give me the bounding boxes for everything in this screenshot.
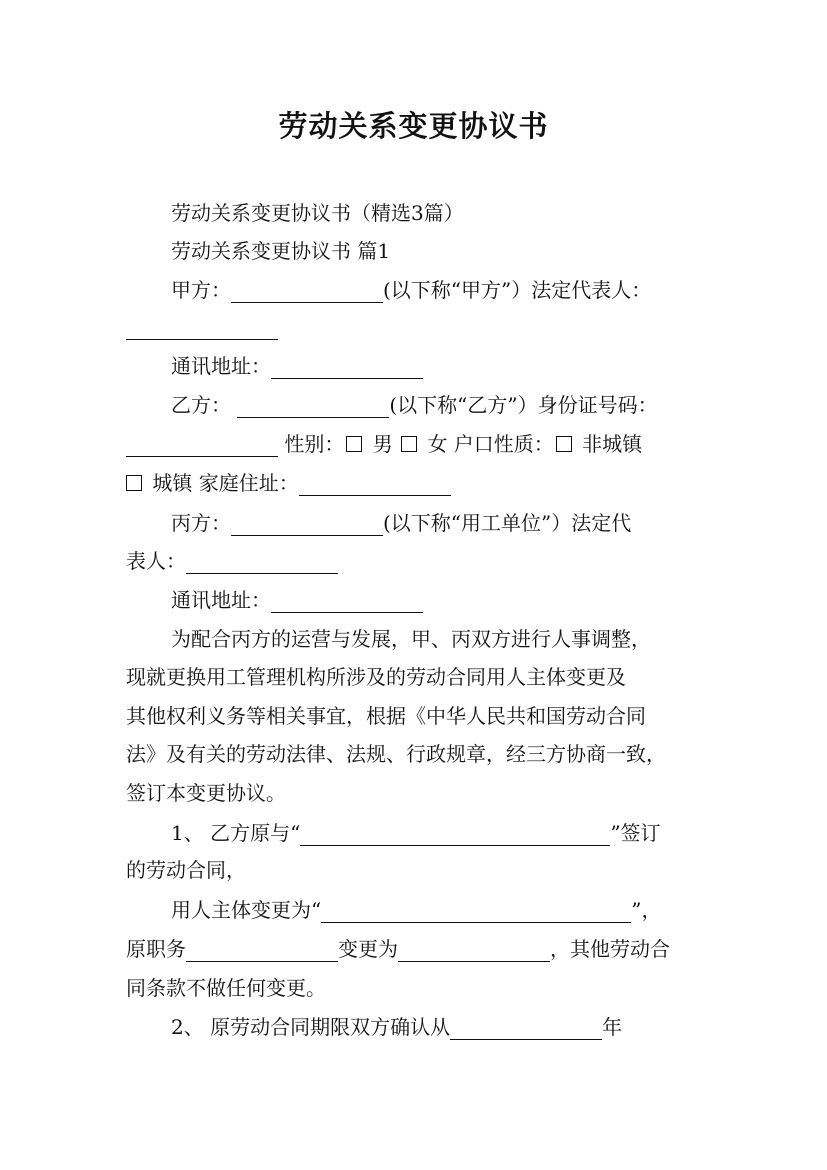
party-c-rep-blank[interactable] <box>186 553 338 574</box>
party-c-address-line <box>171 587 423 613</box>
party-b-home-line <box>126 470 451 496</box>
party-a-rep-blank[interactable] <box>126 319 278 340</box>
clause2-line <box>171 1014 622 1040</box>
urban-label: 城镇 <box>152 471 193 495</box>
clause2-prefix: 2、 原劳动合同期限双方确认从 <box>171 1015 451 1039</box>
clause1-subject-blank[interactable] <box>321 902 631 923</box>
party-b-blank[interactable] <box>237 397 389 418</box>
party-b-detail-line <box>126 431 642 457</box>
clause1-line <box>171 820 661 846</box>
clause1-cont: 的劳动合同， <box>126 858 246 882</box>
party-a-address-line <box>171 353 423 379</box>
male-label: 男 <box>372 432 393 456</box>
female-checkbox[interactable] <box>401 436 417 452</box>
gender-label: 性别： <box>284 432 345 456</box>
paragraph-line: 法》及有关的劳动法律、法规、行政规章，经三方协商一致， <box>126 742 666 766</box>
clause1-subject-prefix: 用人主体变更为“ <box>171 898 322 922</box>
paragraph-line: 为配合丙方的运营与发展，甲、丙双方进行人事调整， <box>171 627 651 651</box>
party-c-address-blank[interactable] <box>271 592 423 613</box>
clause1-subject-line <box>171 897 661 923</box>
party-c-rep-line <box>126 548 338 574</box>
party-a-address-blank[interactable] <box>271 358 423 379</box>
home-address-blank[interactable] <box>299 475 451 496</box>
clause1-end: 同条款不做任何变更。 <box>126 976 326 1000</box>
party-b-label: 乙方： <box>171 393 231 417</box>
non-urban-label: 非城镇 <box>582 432 643 456</box>
new-duty-blank[interactable] <box>398 941 550 962</box>
party-a-rep-line <box>126 314 278 340</box>
home-label: 家庭住址： <box>198 471 299 495</box>
paragraph-line: 其他权利义务等相关事宜，根据《中华人民共和国劳动合同 <box>126 704 646 728</box>
subtitle: 劳动关系变更协议书（精选3篇） <box>171 201 464 225</box>
party-c-blank[interactable] <box>231 515 383 536</box>
clause1-prefix: 1、 乙方原与“ <box>171 821 301 845</box>
party-b-suffix: (以下称“乙方”）身份证号码： <box>389 393 658 417</box>
paragraph-line: 现就更换用工管理机构所涉及的劳动合同用人主体变更及 <box>126 665 626 689</box>
clause1-employer-blank[interactable] <box>300 825 610 846</box>
paragraph-line: 签订本变更协议。 <box>126 781 286 805</box>
clause1-subject-suffix: ”， <box>631 898 662 922</box>
party-a-label: 甲方： <box>171 278 231 302</box>
section-heading: 劳动关系变更协议书 篇1 <box>171 239 391 263</box>
party-c-rep-label: 表人： <box>126 549 186 573</box>
document-title: 劳动关系变更协议书 <box>278 109 549 143</box>
party-a-line <box>171 277 651 303</box>
clause1-duty-prefix: 原职务 <box>126 937 186 961</box>
party-c-label: 丙方： <box>171 511 231 535</box>
clause2-date-blank[interactable] <box>450 1019 602 1040</box>
party-a-blank[interactable] <box>231 282 383 303</box>
hukou-label: 户口性质： <box>453 432 554 456</box>
original-duty-blank[interactable] <box>186 941 338 962</box>
party-c-address-label: 通讯地址： <box>171 588 271 612</box>
party-b-line <box>171 392 658 418</box>
female-label: 女 <box>427 432 448 456</box>
party-c-suffix: (以下称“用工单位”）法定代 <box>383 511 632 535</box>
party-b-id-blank[interactable] <box>126 436 278 457</box>
party-a-suffix: (以下称“甲方”）法定代表人： <box>383 278 652 302</box>
clause1-duty-line <box>126 936 670 962</box>
party-c-line <box>171 510 631 536</box>
clause2-suffix: 年 <box>602 1015 623 1039</box>
clause1-duty-suffix: ，其他劳动合 <box>550 937 670 961</box>
male-checkbox[interactable] <box>346 436 362 452</box>
urban-checkbox[interactable] <box>126 475 142 491</box>
clause1-duty-mid: 变更为 <box>338 937 398 961</box>
non-urban-checkbox[interactable] <box>556 436 572 452</box>
party-a-address-label: 通讯地址： <box>171 354 271 378</box>
clause1-suffix: ”签订 <box>610 821 661 845</box>
